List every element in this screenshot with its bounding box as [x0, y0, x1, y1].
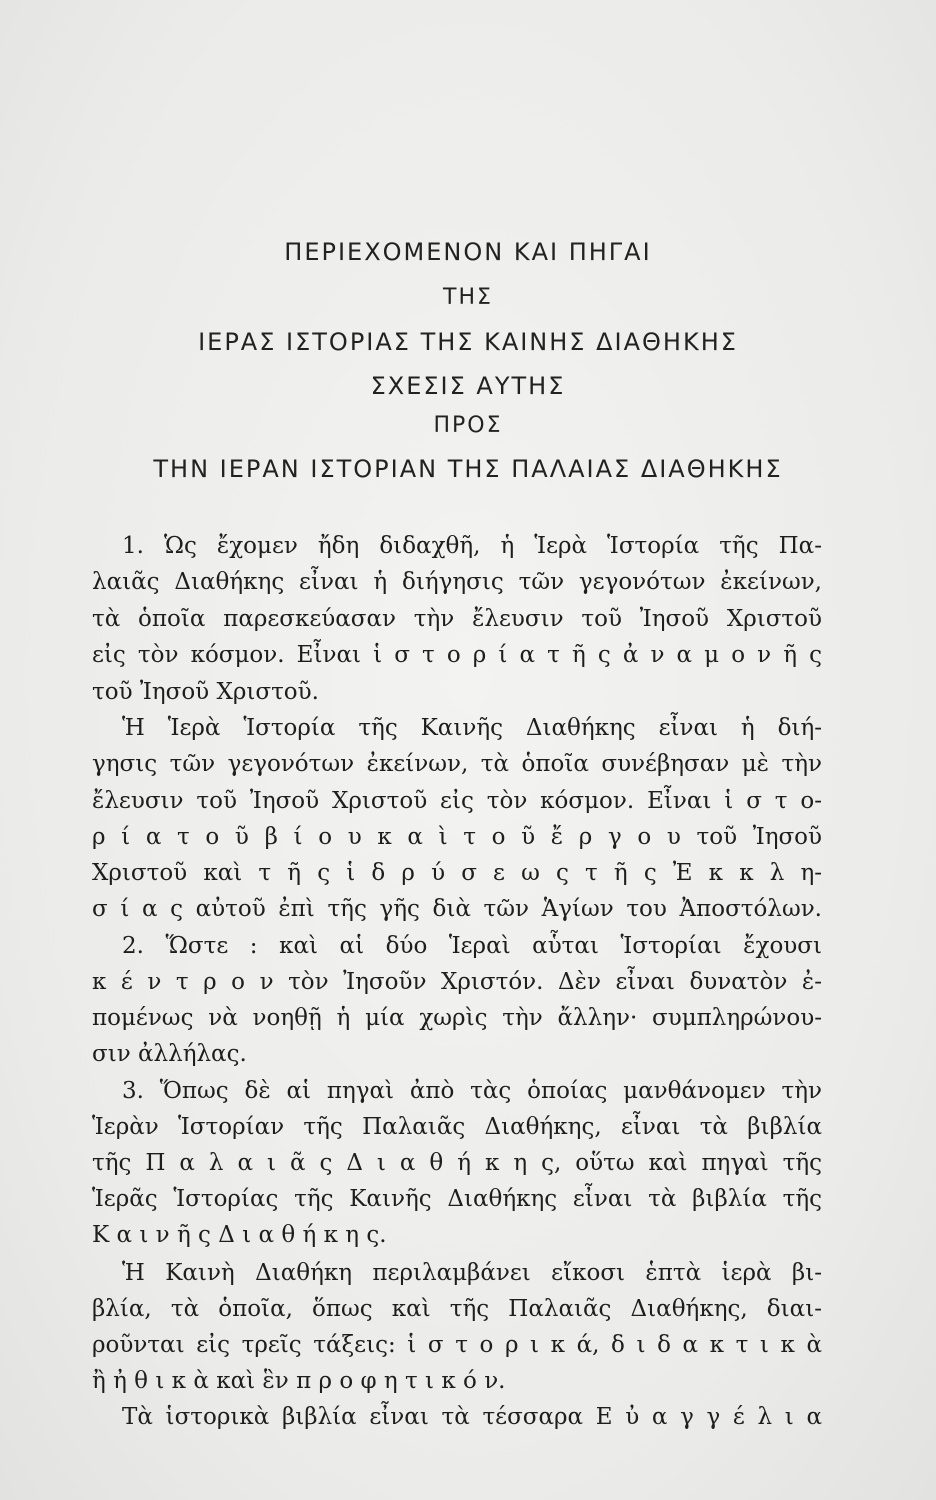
body-line: βλία, τὰ ὁποῖα, ὅπως καὶ τῆς Παλαιᾶς Διαθήκης, διαι- — [92, 1296, 822, 1322]
body-line: Ἡ Καινὴ Διαθήκη περιλαμβάνει εἴκοσι ἑπτὰ ἱερὰ βι- — [122, 1260, 822, 1286]
body-line: τὰ ὁποῖα παρεσκεύασαν τὴν ἔλευσιν τοῦ Ἰησοῦ Χριστοῦ — [92, 606, 822, 632]
heading-line-2: ΤΗΣ — [443, 285, 493, 310]
body-line: Κ α ι ν ῆ ς Δ ι α θ ή κ η ς. — [92, 1222, 387, 1248]
body-line: τοῦ Ἰησοῦ Χριστοῦ. — [92, 679, 319, 705]
body-line: ἢ ἠ θ ι κ ὰ καὶ ἓν π ρ ο φ η τ ι κ ό ν. — [92, 1368, 506, 1394]
body-line: ρ ί α τ ο ῦ β ί ο υ κ α ὶ τ ο ῦ ἔ ρ γ ο υ τοῦ Ἰησοῦ — [92, 824, 822, 850]
body-line: 2. Ὥστε : καὶ αἱ δύο Ἱεραὶ αὗται Ἱστορίαι ἔχουσι — [122, 933, 822, 959]
body-line: ροῦνται εἰς τρεῖς τάξεις: ἱ σ τ ο ρ ι κ ά, δ ι δ α κ τ ι κ ὰ — [92, 1332, 822, 1358]
body-line: γησις τῶν γεγονότων ἐκείνων, τὰ ὁποῖα συνέβησαν μὲ τὴν — [92, 751, 822, 777]
heading-line-5: ΠΡΟΣ — [433, 413, 503, 438]
body-line: κ έ ν τ ρ ο ν τὸν Ἰησοῦν Χριστόν. Δὲν εἶναι δυνατὸν ἐ- — [92, 969, 822, 995]
body-line: σ ί α ς αὐτοῦ ἐπὶ τῆς γῆς διὰ τῶν Ἁγίων του Ἀποστόλων. — [92, 896, 822, 922]
body-line: Ἱερᾶς Ἱστορίας τῆς Καινῆς Διαθήκης εἶναι τὰ βιβλία τῆς — [92, 1186, 822, 1212]
body-line: 1. Ὡς ἔχομεν ἤδη διδαχθῆ, ἡ Ἱερὰ Ἱστορία τῆς Πα- — [122, 533, 822, 559]
heading-line-6: ΤΗΝ ΙΕΡΑΝ ΙΣΤΟΡΙΑΝ ΤΗΣ ΠΑΛΑΙΑΣ ΔΙΑΘΗΚΗΣ — [153, 455, 783, 483]
body-line: Χριστοῦ καὶ τ ῆ ς ἱ δ ρ ύ σ ε ω ς τ ῆ ς Ἐ κ κ λ η- — [92, 860, 822, 886]
body-line: ἔλευσιν τοῦ Ἰησοῦ Χριστοῦ εἰς τὸν κόσμον. Εἶναι ἱ σ τ ο- — [92, 788, 822, 814]
heading-line-4: ΣΧΕΣΙΣ ΑΥΤΗΣ — [370, 372, 566, 400]
body-line: 3. Ὅπως δὲ αἱ πηγαὶ ἀπὸ τὰς ὁποίας μανθάνομεν τὴν — [122, 1078, 822, 1104]
heading-line-3: ΙΕΡΑΣ ΙΣΤΟΡΙΑΣ ΤΗΣ ΚΑΙΝΗΣ ΔΙΑΘΗΚΗΣ — [198, 328, 738, 356]
body-line: Ἡ Ἱερὰ Ἱστορία τῆς Καινῆς Διαθήκης εἶναι ἡ διή- — [122, 715, 822, 741]
heading-line-1: ΠΕΡΙΕΧΟΜΕΝΟΝ ΚΑΙ ΠΗΓΑΙ — [284, 238, 652, 266]
body-line: πομένως νὰ νοηθῇ ἡ μία χωρὶς τὴν ἄλλην· συμπληρώνου- — [92, 1005, 822, 1031]
body-line: Ἱερὰν Ἱστορίαν τῆς Παλαιᾶς Διαθήκης, εἶναι τὰ βιβλία — [92, 1114, 822, 1140]
body-line: τῆς Π α λ α ι ᾶ ς Δ ι α θ ή κ η ς, οὕτω καὶ πηγαὶ τῆς — [92, 1150, 822, 1176]
body-line: Τὰ ἱστορικὰ βιβλία εἶναι τὰ τέσσαρα Ε ὐ α γ γ έ λ ι α — [122, 1404, 822, 1430]
body-line: λαιᾶς Διαθήκης εἶναι ἡ διήγησις τῶν γεγονότων ἐκείνων, — [92, 569, 822, 595]
body-line: σιν ἀλλήλας. — [92, 1041, 247, 1067]
body-line: εἰς τὸν κόσμον. Εἶναι ἱ σ τ ο ρ ί α τ ῆ ς ἀ ν α μ ο ν ῆ ς — [92, 642, 822, 668]
